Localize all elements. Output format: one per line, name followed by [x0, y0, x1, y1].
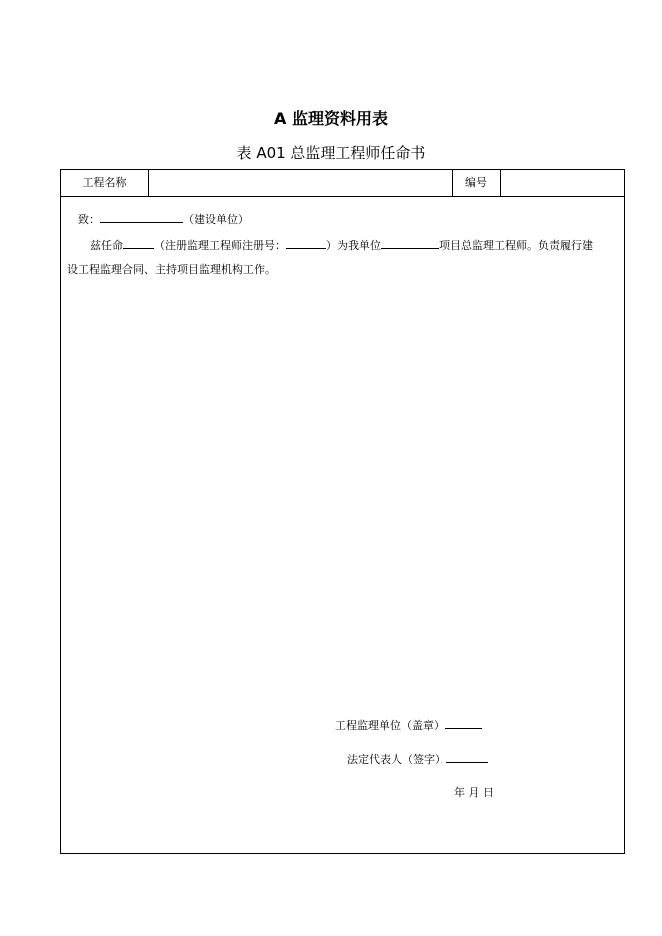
column-divider [500, 170, 501, 196]
to-suffix: （建设单位） [183, 213, 249, 226]
para-part-2: （注册监理工程师注册号： [154, 239, 286, 252]
registration-number-blank[interactable] [286, 237, 326, 249]
appointment-paragraph-line-2: 设工程监理合同、主持项目监理机构工作。 [67, 263, 276, 276]
appointment-paragraph-line-1 [90, 237, 593, 253]
form-title: 表 A01 总监理工程师任命书 [236, 144, 426, 162]
supervision-unit-seal-line [335, 717, 482, 733]
legal-representative-label: 法定代表人（签字） [347, 753, 446, 766]
construction-unit-blank[interactable] [100, 211, 183, 223]
para-part-1: 兹任命 [90, 239, 123, 252]
appointment-form-table [60, 169, 625, 854]
seal-blank[interactable] [445, 717, 482, 729]
number-label: 编号 [465, 176, 487, 189]
para-part-3: ）为我单位 [326, 239, 381, 252]
project-name-label: 工程名称 [82, 176, 127, 189]
column-divider [148, 170, 149, 196]
number-field[interactable] [505, 170, 620, 196]
to-prefix: 致： [78, 213, 100, 226]
date-line: 年 月 日 [454, 786, 494, 799]
para-part-4: 项目总监理工程师。负责履行建 [439, 239, 593, 252]
engineer-name-blank[interactable] [123, 237, 154, 249]
addressee-line [78, 211, 249, 227]
section-title: A 监理资料用表 [274, 109, 388, 128]
project-blank[interactable] [381, 237, 439, 249]
supervision-unit-label: 工程监理单位（盖章） [335, 719, 445, 732]
header-row [61, 170, 624, 197]
signature-blank[interactable] [446, 751, 488, 763]
legal-representative-line [347, 751, 488, 767]
project-name-field[interactable] [153, 170, 447, 196]
